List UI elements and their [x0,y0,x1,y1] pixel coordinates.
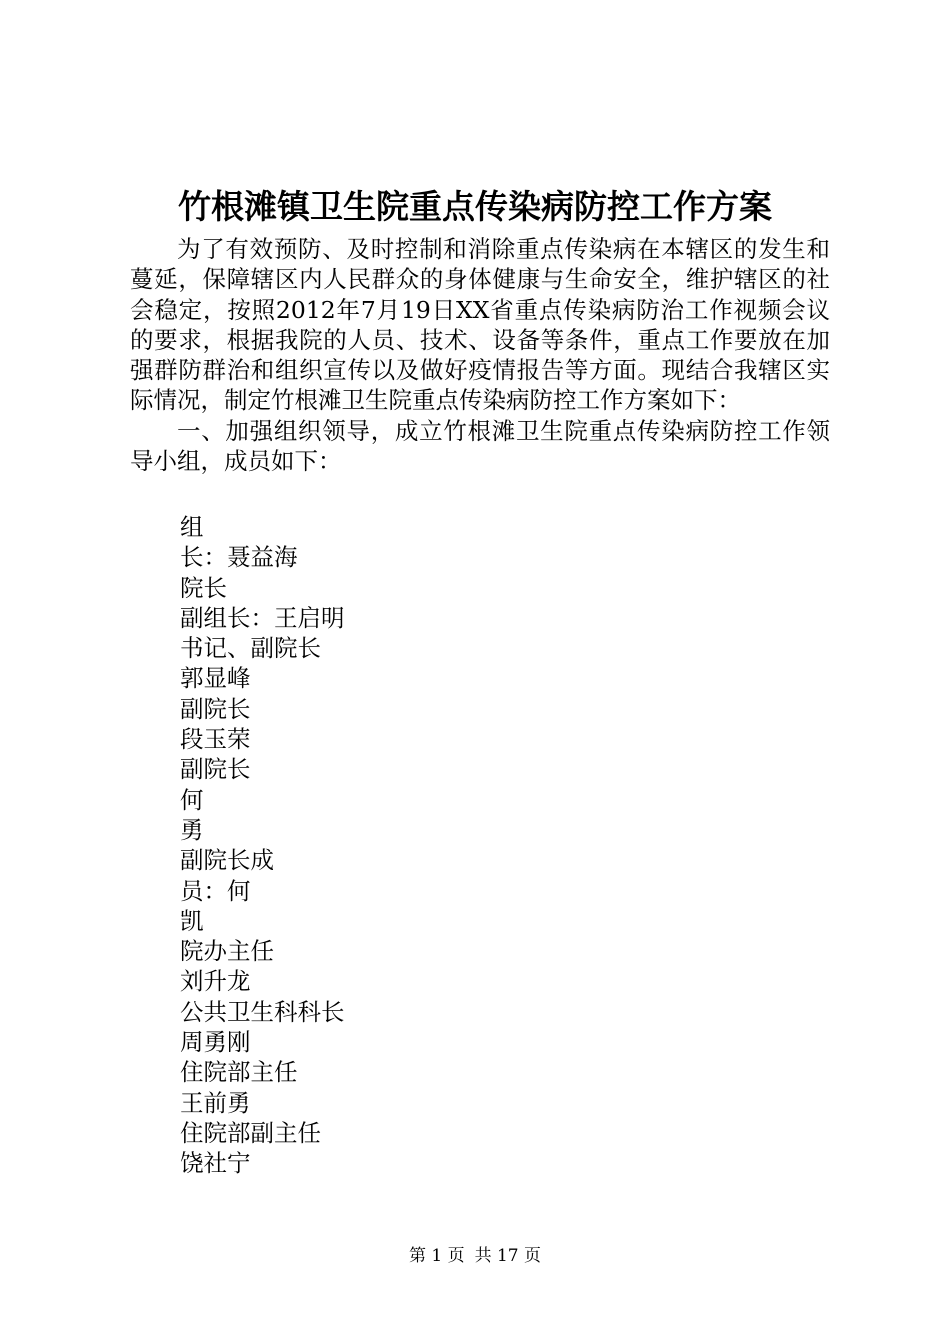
member-line: 周勇刚 [180,1028,251,1057]
member-line: 公共卫生科科长 [180,997,345,1026]
member-line: 组 [180,513,204,541]
total-pages: 共 17 页 [474,1246,542,1266]
member-line: 院办主任 [180,937,274,966]
member-list [180,512,345,1179]
member-line: 书记、副院长 [180,634,321,663]
member-line: 长：聂益海 [180,543,298,572]
intro-paragraph: 为了有效预防、及时控制和消除重点传染病在本辖区的发生和蔓延，保障辖区内人民群众的身体健康与生命安全，维护辖区的社会稳定，按照2012年7月19日XX省重点传染病防治工作视频会议的要求，根据我院的人员、技术、设备等条件，重点工作要放在加强群防群治和组织宣传以及做好疫情报告等方面。现结合我辖区实际情况，制定竹根滩卫生院重点传染病防控工作方案如下： [130,235,830,415]
section-one-paragraph: 一、加强组织领导，成立竹根滩卫生院重点传染病防控工作领导小组，成员如下： [130,416,830,476]
member-line: 副院长 [180,694,251,723]
member-line: 郭显峰 [180,664,251,693]
member-line: 段玉荣 [180,725,251,754]
member-line: 刘升龙 [180,967,251,996]
member-line: 勇 [180,815,204,844]
member-line: 副组长：王启明 [180,603,345,632]
member-line: 住院部主任 [180,1058,298,1087]
member-line: 副院长 [180,755,251,784]
member-line: 院长 [180,573,227,602]
page-number: 第 1 页 [408,1246,465,1266]
page-footer [0,1244,950,1268]
member-line: 饶社宁 [180,1149,251,1178]
member-line: 副院长成 [180,846,274,875]
member-line: 员：何 [180,876,251,905]
member-line: 何 [180,785,204,814]
member-line: 王前勇 [180,1088,251,1117]
member-line: 住院部副主任 [180,1118,321,1147]
document-title: 竹根滩镇卫生院重点传染病防控工作方案 [178,187,772,226]
member-line: 凯 [180,906,204,935]
document-body [130,234,830,476]
